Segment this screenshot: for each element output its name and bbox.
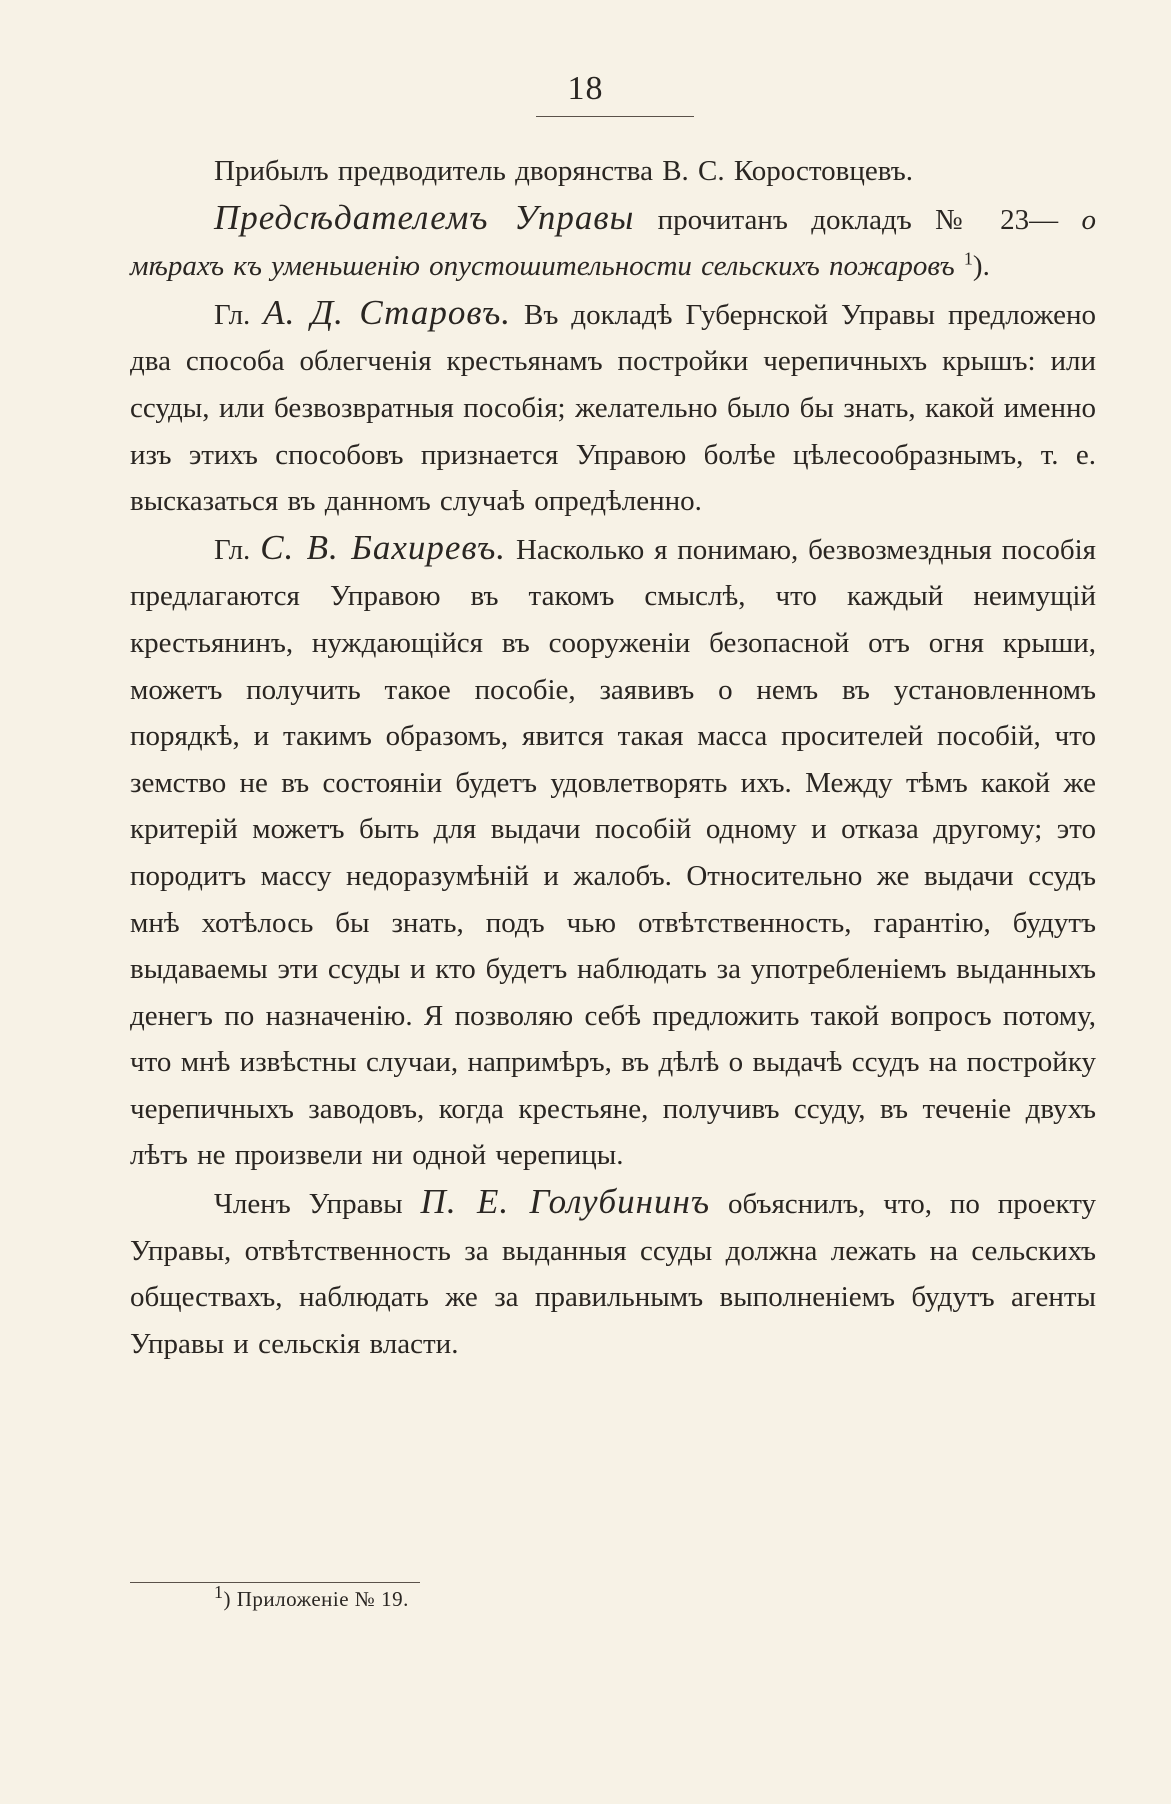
- paragraph-4-prefix: Гл.: [214, 533, 251, 566]
- paragraph-2-text: прочитанъ докладъ № 23—: [657, 203, 1059, 236]
- paragraph-3-text: Въ докладѣ Губернской Управы предложено два способа облегченія крестьянамъ постройки черепичныхъ крышъ: или ссуды, или безвозвратныя пособія; желательно было бы знать, какой именно изъ этихъ способовъ признается Управою болѣе цѣлесообразнымъ, т. е. высказаться въ данномъ случаѣ опредѣленно.: [130, 298, 1097, 518]
- paragraph-3-prefix: Гл.: [214, 298, 251, 331]
- paragraph-3: [130, 290, 1096, 525]
- page-number: 18: [567, 70, 604, 107]
- speaker-golubinin: П. Е. Голубининъ: [420, 1182, 711, 1222]
- footnote-mark: 1: [214, 1582, 224, 1602]
- paragraph-5: [130, 1179, 1096, 1367]
- paragraph-1-text: Прибылъ предводитель дворянства В. С. Коростовцевъ.: [214, 155, 913, 187]
- report-title: о мѣрахъ къ уменьшенію опустошительности сельскихъ пожаровъ: [130, 203, 1096, 283]
- body-text: [130, 148, 1096, 1367]
- speaker-chairman: Предсѣдателемъ Управы: [214, 197, 635, 237]
- footnote-rule: [130, 1582, 420, 1583]
- speaker-bakhirev: С. В. Бахиревъ.: [260, 527, 507, 567]
- footnote: [214, 1582, 409, 1612]
- paragraph-2: [130, 195, 1096, 290]
- paragraph-4-text: Насколько я понимаю, безвозмездныя пособія предлагаются Управою въ такомъ смыслѣ, что каждый неимущій крестьянинъ, нуждающійся въ сооруженіи безопасной отъ огня крыши, можетъ получить такое пособіе, заявивъ о немъ въ установленномъ порядкѣ, и такимъ образомъ, явится такая масса просителей пособій, что земство не въ состояніи будетъ удовлетворять ихъ. Между тѣмъ какой же критерій можетъ быть для выдачи пособій одному и отказа другому; это породитъ массу недоразумѣній и жалобъ. Относительно же выдачи ссудъ мнѣ хотѣлось бы знать, подъ чью отвѣтственность, гарантію, будутъ выдаваемы эти ссуды и кто будетъ наблюдать за употребленіемъ выданныхъ денегъ по назначенію. Я позволяю себѣ предложить такой вопросъ потому, что мнѣ извѣстны случаи, напримѣръ, въ дѣлѣ о выдачѣ ссудъ на постройку черепичныхъ заводовъ, когда крестьяне, получивъ ссуду, въ теченіе двухъ лѣтъ не произвели ни одной черепицы.: [130, 533, 1097, 1172]
- paragraph-2-end: ).: [972, 250, 990, 283]
- speaker-starov: А. Д. Старовъ.: [263, 292, 512, 332]
- paragraph-1: [130, 148, 1096, 195]
- paragraph-5-prefix: Членъ Управы: [214, 1188, 403, 1221]
- page-number-rule: [536, 116, 694, 117]
- paragraph-4: [130, 525, 1096, 1179]
- footnote-reference: 1: [963, 248, 973, 269]
- footnote-text: ) Приложеніе № 19.: [223, 1587, 409, 1611]
- paragraph-5-text: объяснилъ, что, по проекту Управы, отвѣтственность за выданныя ссуды должна лежать на сельскихъ обществахъ, наблюдать же за правильнымъ выполненіемъ будутъ агенты Управы и сельскія власти.: [130, 1188, 1096, 1360]
